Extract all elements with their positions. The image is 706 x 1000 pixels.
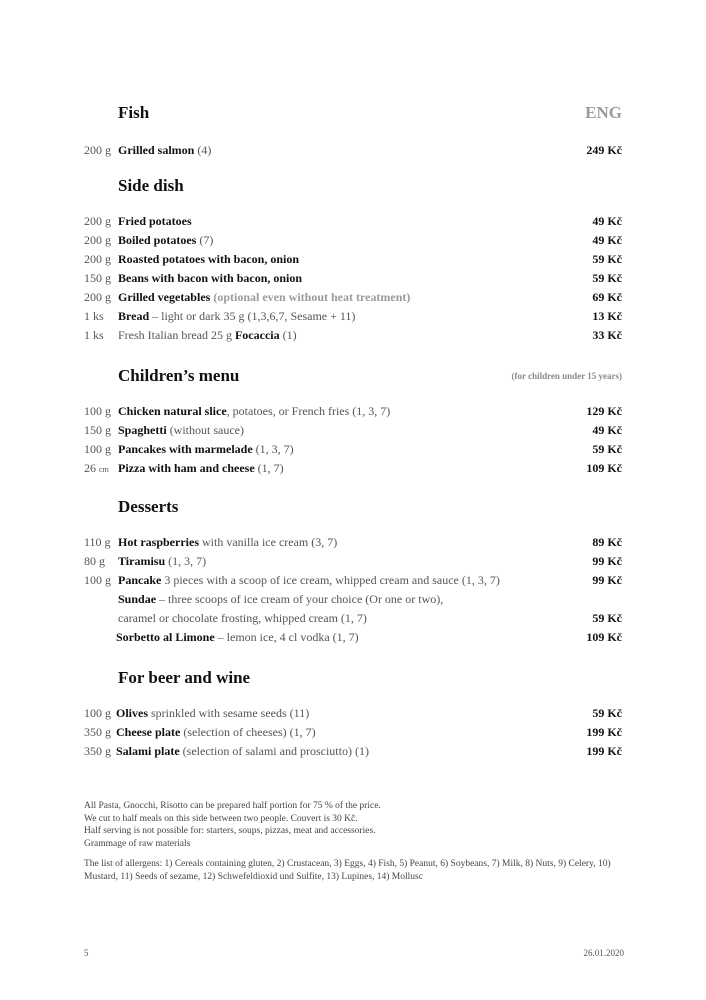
menu-item xyxy=(84,723,622,742)
section-title: Desserts xyxy=(118,497,179,516)
item-extra: (1, 3, 7) xyxy=(165,554,207,568)
section-side-dish xyxy=(84,176,622,345)
item-name: Pancakes with marmelade xyxy=(118,442,253,456)
menu-item-continuation xyxy=(84,609,622,628)
item-name: Pizza with ham and cheese xyxy=(118,461,255,475)
section-title: Fish xyxy=(118,103,150,122)
item-name: Focaccia xyxy=(234,328,280,342)
item-name: Grilled salmon xyxy=(118,143,195,157)
item-extra: (7) xyxy=(196,233,214,247)
menu-item xyxy=(84,250,622,269)
item-name: Fried potatoes xyxy=(118,214,192,228)
menu-item xyxy=(84,628,622,647)
item-price: 129 Kč xyxy=(586,404,622,418)
item-qty: 350 g xyxy=(84,744,111,758)
item-price: 59 Kč xyxy=(592,611,622,625)
section-desserts xyxy=(84,497,622,647)
item-name: Spaghetti xyxy=(118,423,167,437)
item-extra: – three scoops of ice cream of your choice (Or one or two), xyxy=(156,592,444,606)
item-extra: caramel or chocolate frosting, whipped cream (1, 7) xyxy=(118,611,367,625)
item-qty: 200 g xyxy=(84,214,111,228)
menu-item xyxy=(84,590,622,609)
item-extra: with vanilla ice cream (3, 7) xyxy=(198,535,338,549)
note-line: Half serving is not possible for: starters, soups, pizzas, meat and accessories. xyxy=(84,826,376,836)
item-name: Bread xyxy=(118,309,150,323)
notes xyxy=(84,800,381,850)
item-name: Pancake xyxy=(118,573,162,587)
item-qty: 110 g xyxy=(84,535,111,549)
item-price: 249 Kč xyxy=(586,143,622,157)
section-fish xyxy=(84,103,622,160)
menu-item xyxy=(84,704,622,723)
note-line: All Pasta, Gnocchi, Risotto can be prepared half portion for 75 % of the price. xyxy=(84,801,381,811)
item-price: 49 Kč xyxy=(592,233,622,247)
item-price: 49 Kč xyxy=(592,423,622,437)
menu-item xyxy=(84,212,622,231)
page-number: 5 xyxy=(84,948,89,958)
item-name: Salami plate xyxy=(116,744,180,758)
item-extra: (selection of salami and prosciutto) (1) xyxy=(179,744,369,758)
menu-item xyxy=(84,269,622,288)
item-extra: (1) xyxy=(279,328,297,342)
item-price: 99 Kč xyxy=(592,554,622,568)
item-extra: (without sauce) xyxy=(166,423,244,437)
item-name: Sorbetto al Limone xyxy=(116,630,215,644)
item-price: 59 Kč xyxy=(592,271,622,285)
item-price: 59 Kč xyxy=(592,706,622,720)
item-name: Hot raspberries xyxy=(118,535,199,549)
item-name: Boiled potatoes xyxy=(118,233,197,247)
item-name: Grilled vegetables xyxy=(118,290,211,304)
item-extra: , potatoes, or French fries (1, 3, 7) xyxy=(226,404,391,418)
menu-item xyxy=(84,552,622,571)
item-qty-number: 26 xyxy=(84,461,96,475)
allergens-list: The list of allergens: 1) Cereals containing gluten, 2) Crustacean, 3) Eggs, 4) Fish, 5) Peanut, 6) Soybeans, 7) Milk, 8) Nuts, 9) Celery, 10) Mustard, 11) Seeds of sezame, 12) Schwefeldioxid und Sulfite, 13) Lupines, 14) Mollusc xyxy=(84,859,611,882)
item-price: 69 Kč xyxy=(592,290,622,304)
item-name: Olives xyxy=(116,706,148,720)
item-price: 59 Kč xyxy=(592,442,622,456)
item-qty: 100 g xyxy=(84,706,111,720)
item-extra: (1, 7) xyxy=(254,461,284,475)
section-note: (for children under 15 years) xyxy=(511,371,622,381)
menu-item xyxy=(84,402,622,421)
item-name: Sundae xyxy=(118,592,157,606)
item-extra: – light or dark 35 g (1,3,6,7, Sesame + 11) xyxy=(149,309,356,323)
section-title: For beer and wine xyxy=(118,668,251,687)
item-price: 13 Kč xyxy=(592,309,622,323)
item-price: 109 Kč xyxy=(586,461,622,475)
item-qty: 80 g xyxy=(84,554,105,568)
item-extra: 3 pieces with a scoop of ice cream, whipped cream and sauce (1, 3, 7) xyxy=(161,573,500,587)
item-name: Cheese plate xyxy=(116,725,181,739)
item-qty: 350 g xyxy=(84,725,111,739)
item-qty: 200 g xyxy=(84,252,111,266)
section-beer-and-wine xyxy=(84,668,622,761)
menu-item xyxy=(84,533,622,552)
item-qty: 200 g xyxy=(84,233,111,247)
section-title: Children’s menu xyxy=(118,366,240,385)
menu-item xyxy=(84,231,622,250)
menu-item xyxy=(84,742,622,761)
item-qty-unit: cm xyxy=(99,465,109,474)
item-price: 49 Kč xyxy=(592,214,622,228)
item-price: 199 Kč xyxy=(586,725,622,739)
item-qty: 200 g xyxy=(84,290,111,304)
item-qty xyxy=(84,459,109,479)
item-price: 59 Kč xyxy=(592,252,622,266)
item-name: Beans with bacon with bacon, onion xyxy=(118,271,303,285)
item-price: 199 Kč xyxy=(586,744,622,758)
item-qty: 150 g xyxy=(84,423,111,437)
item-price: 33 Kč xyxy=(592,328,622,342)
item-extra: – lemon ice, 4 cl vodka (1, 7) xyxy=(214,630,359,644)
item-qty: 200 g xyxy=(84,143,111,157)
item-price: 89 Kč xyxy=(592,535,622,549)
item-name: Chicken natural slice xyxy=(118,404,227,418)
item-extra: (4) xyxy=(194,143,212,157)
item-qty: 100 g xyxy=(84,404,111,418)
item-name: Roasted potatoes with bacon, onion xyxy=(118,252,300,266)
item-qty: 1 ks xyxy=(84,309,104,323)
section-title: Side dish xyxy=(118,176,184,195)
menu-item xyxy=(84,326,622,345)
item-extra: sprinkled with sesame seeds (11) xyxy=(148,706,310,720)
footer-date: 26.01.2020 xyxy=(583,948,624,958)
item-qty: 100 g xyxy=(84,573,111,587)
menu-item xyxy=(84,571,622,590)
item-extra: (optional even without heat treatment) xyxy=(210,290,411,304)
item-price: 99 Kč xyxy=(592,573,622,587)
note-line: We cut to half meals on this side between two people. Couvert is 30 Kč. xyxy=(84,813,358,824)
item-price: 109 Kč xyxy=(586,630,622,644)
menu-item xyxy=(84,440,622,459)
item-name: Tiramisu xyxy=(118,554,166,568)
item-qty: 1 ks xyxy=(84,328,104,342)
menu-item xyxy=(84,288,622,307)
item-qty: 100 g xyxy=(84,442,111,456)
note-line: Grammage of raw materials xyxy=(84,838,191,849)
language-label: ENG xyxy=(585,103,622,122)
item-extra: (selection of cheeses) (1, 7) xyxy=(180,725,316,739)
section-childrens-menu xyxy=(84,366,622,478)
item-pre: Fresh Italian bread 25 g xyxy=(118,328,235,342)
item-extra: (1, 3, 7) xyxy=(252,442,294,456)
item-qty: 150 g xyxy=(84,271,111,285)
menu-item xyxy=(84,421,622,440)
menu-item xyxy=(84,141,622,160)
menu-item xyxy=(84,459,622,478)
menu-item xyxy=(84,307,622,326)
